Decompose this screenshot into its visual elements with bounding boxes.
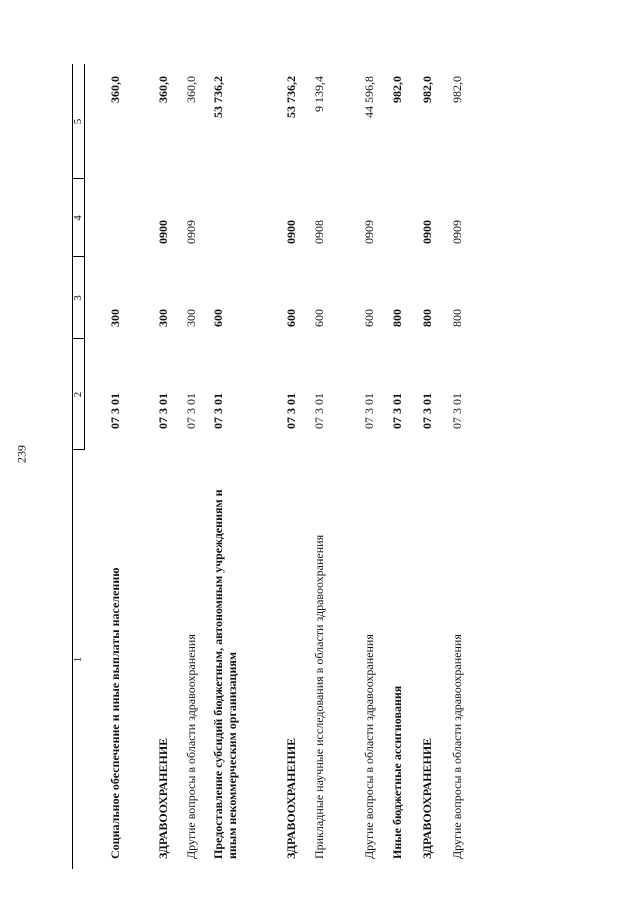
row-name: Другие вопросы в области здравоохранения xyxy=(362,634,376,859)
row-amount: 53 736,2 xyxy=(211,76,225,118)
row-type: 300 xyxy=(108,309,122,327)
column-number-2: 2 xyxy=(72,391,84,398)
row-type: 300 xyxy=(156,309,170,327)
row-type: 800 xyxy=(450,309,464,327)
row-section: 0908 xyxy=(312,220,326,244)
row-type: 600 xyxy=(362,309,376,327)
row-name: Другие вопросы в области здравоохранения xyxy=(184,634,198,859)
row-name: Прикладные научные исследования в области здравоохранения xyxy=(312,534,326,859)
row-code: 07 3 01 xyxy=(156,393,170,429)
row-type: 600 xyxy=(312,309,326,327)
row-name: ЗДРАВООХРАНЕНИЕ xyxy=(284,737,298,859)
row-amount: 982,0 xyxy=(420,76,434,103)
row-amount: 982,0 xyxy=(450,76,464,103)
row-type: 800 xyxy=(390,309,404,327)
row-code: 07 3 01 xyxy=(390,393,404,429)
row-name: Другие вопросы в области здравоохранения xyxy=(450,634,464,859)
row-name: ЗДРАВООХРАНЕНИЕ xyxy=(156,737,170,859)
page-number: 239 xyxy=(14,445,29,463)
row-code: 07 3 01 xyxy=(284,393,298,429)
column-number-4: 4 xyxy=(72,215,84,221)
row-name: Предоставление субсидий бюджетным, автономным учреждениям и иным некоммерческим организациям xyxy=(211,489,239,859)
row-type: 800 xyxy=(420,309,434,327)
row-amount: 44 596,8 xyxy=(362,76,376,118)
row-code: 07 3 01 xyxy=(184,393,198,429)
row-amount: 360,0 xyxy=(184,76,198,103)
header-bottom-rule xyxy=(84,64,85,450)
row-code: 07 3 01 xyxy=(211,393,225,429)
column-number-3: 3 xyxy=(72,295,84,301)
row-section: 0900 xyxy=(420,220,434,244)
row-name: Социальное обеспечение и иные выплаты населению xyxy=(108,567,122,859)
row-section: 0909 xyxy=(362,220,376,244)
row-type: 300 xyxy=(184,309,198,327)
row-type: 600 xyxy=(211,309,225,327)
row-name: ЗДРАВООХРАНЕНИЕ xyxy=(420,737,434,859)
row-section: 0900 xyxy=(284,220,298,244)
row-amount: 9 139,4 xyxy=(312,76,326,112)
row-name: Иные бюджетные ассигнования xyxy=(390,685,404,859)
row-amount: 53 736,2 xyxy=(284,76,298,118)
row-type: 600 xyxy=(284,309,298,327)
row-code: 07 3 01 xyxy=(312,393,326,429)
row-amount: 360,0 xyxy=(108,76,122,103)
column-number-1: 1 xyxy=(72,656,84,663)
row-section: 0909 xyxy=(184,220,198,244)
row-code: 07 3 01 xyxy=(420,393,434,429)
row-code: 07 3 01 xyxy=(450,393,464,429)
row-code: 07 3 01 xyxy=(362,393,376,429)
column-number-5: 5 xyxy=(72,118,84,125)
row-code: 07 3 01 xyxy=(108,393,122,429)
row-amount: 360,0 xyxy=(156,76,170,103)
row-section: 0909 xyxy=(450,220,464,244)
row-amount: 982,0 xyxy=(390,76,404,103)
row-section: 0900 xyxy=(156,220,170,244)
budget-table xyxy=(72,64,602,869)
